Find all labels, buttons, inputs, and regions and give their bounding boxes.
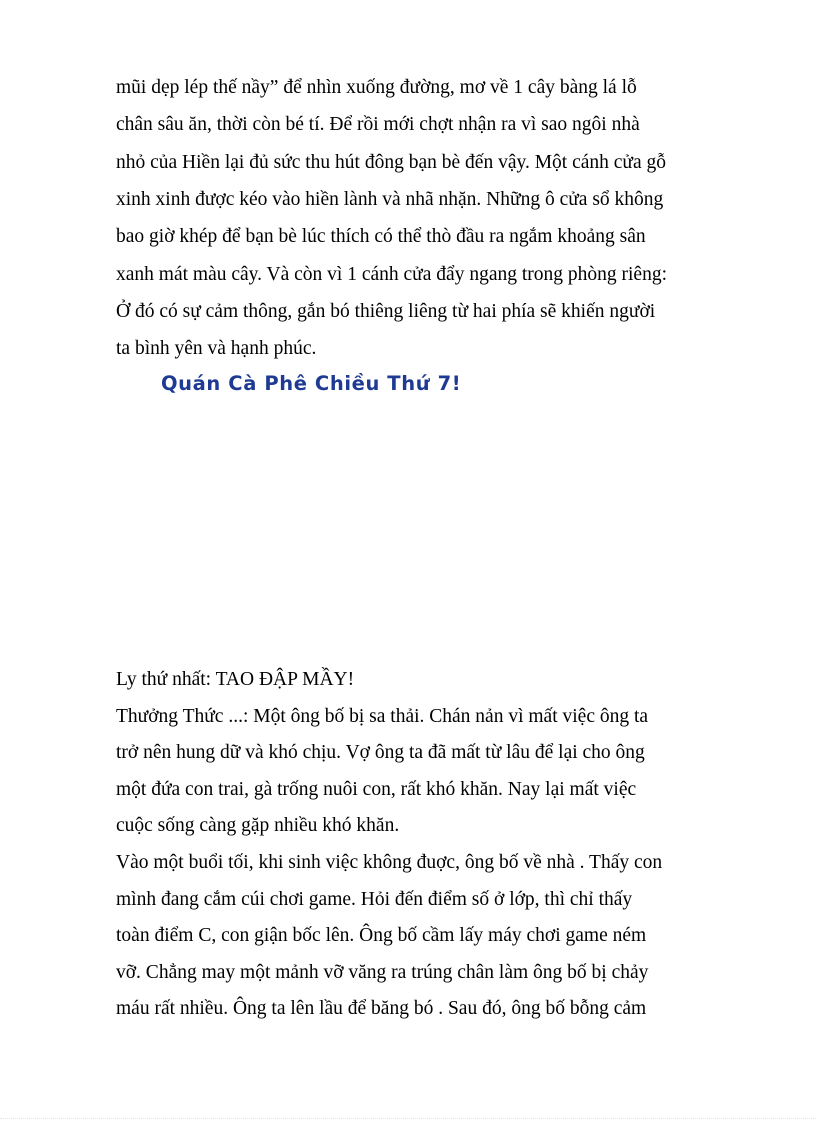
paragraph-house-story-line: mũi dẹp lép thế nầy” để nhìn xuống đường, mơ về 1 cây bàng lá lỗ [116, 77, 637, 98]
paragraph-house-story-line: nhỏ của Hiền lại đủ sức thu hút đông bạn bè đến vậy. Một cánh cửa gỗ [116, 151, 667, 173]
paragraph-first-cup-story-line: cuộc sống càng gặp nhiều khó khăn. [116, 815, 400, 837]
paragraph-first-cup-story-line: Thưởng Thức ...: Một ông bố bị sa thải. Chán nản vì mất việc ông ta [116, 705, 649, 727]
paragraph-first-cup-story-line: toàn điểm C, con giận bốc lên. Ông bố cầm lấy máy chơi game ném [116, 925, 647, 947]
page-bottom-rule [0, 1118, 816, 1119]
paragraph-house-story-line: chân sâu ăn, thời còn bé tí. Để rồi mới chợt nhận ra vì sao ngôi nhà [116, 114, 640, 136]
paragraph-first-cup-story-line: vỡ. Chẳng may một mảnh vỡ văng ra trúng chân làm ông bố bị chảy [116, 961, 649, 983]
paragraph-first-cup-story-line: Ly thứ nhất: TAO ĐẬP MẦY! [116, 669, 355, 690]
paragraph-house-story-line: Ở đó có sự cảm thông, gắn bó thiêng liêng từ hai phía sẽ khiến người [116, 300, 656, 322]
paragraph-house-story-line: ta bình yên và hạnh phúc. [116, 338, 317, 360]
paragraph-first-cup-story-line: Vào một buổi tối, khi sinh việc không đuợc, ông bố về nhà . Thấy con [116, 852, 663, 873]
paragraph-house-story-line: xinh xinh được kéo vào hiền lành và nhã nhặn. Những ô cửa sổ không [116, 188, 664, 210]
paragraph-first-cup-story-line: trở nên hung dữ và khó chịu. Vợ ông ta đã mất từ lâu để lại cho ông [116, 742, 645, 764]
paragraph-house-story-line: xanh mát màu cây. Và còn vì 1 cánh cửa đẩy ngang trong phòng riêng: [116, 263, 667, 285]
paragraph-first-cup-story-line: máu rất nhiều. Ông ta lên lầu để băng bó . Sau đó, ông bố bỗng cảm [116, 998, 647, 1020]
paragraph-first-cup-story-line: một đứa con trai, gà trống nuôi con, rất khó khăn. Nay lại mất việc [116, 778, 637, 800]
paragraph-first-cup-story-line: mình đang cắm cúi chơi game. Hỏi đến điểm số ở lớp, thì chỉ thấy [116, 888, 633, 910]
paragraph-house-story-line: bao giờ khép để bạn bè lúc thích có thể thò đầu ra ngắm khoảng sân [116, 226, 646, 248]
section-heading: Quán Cà Phê Chiều Thứ 7! [161, 372, 462, 395]
